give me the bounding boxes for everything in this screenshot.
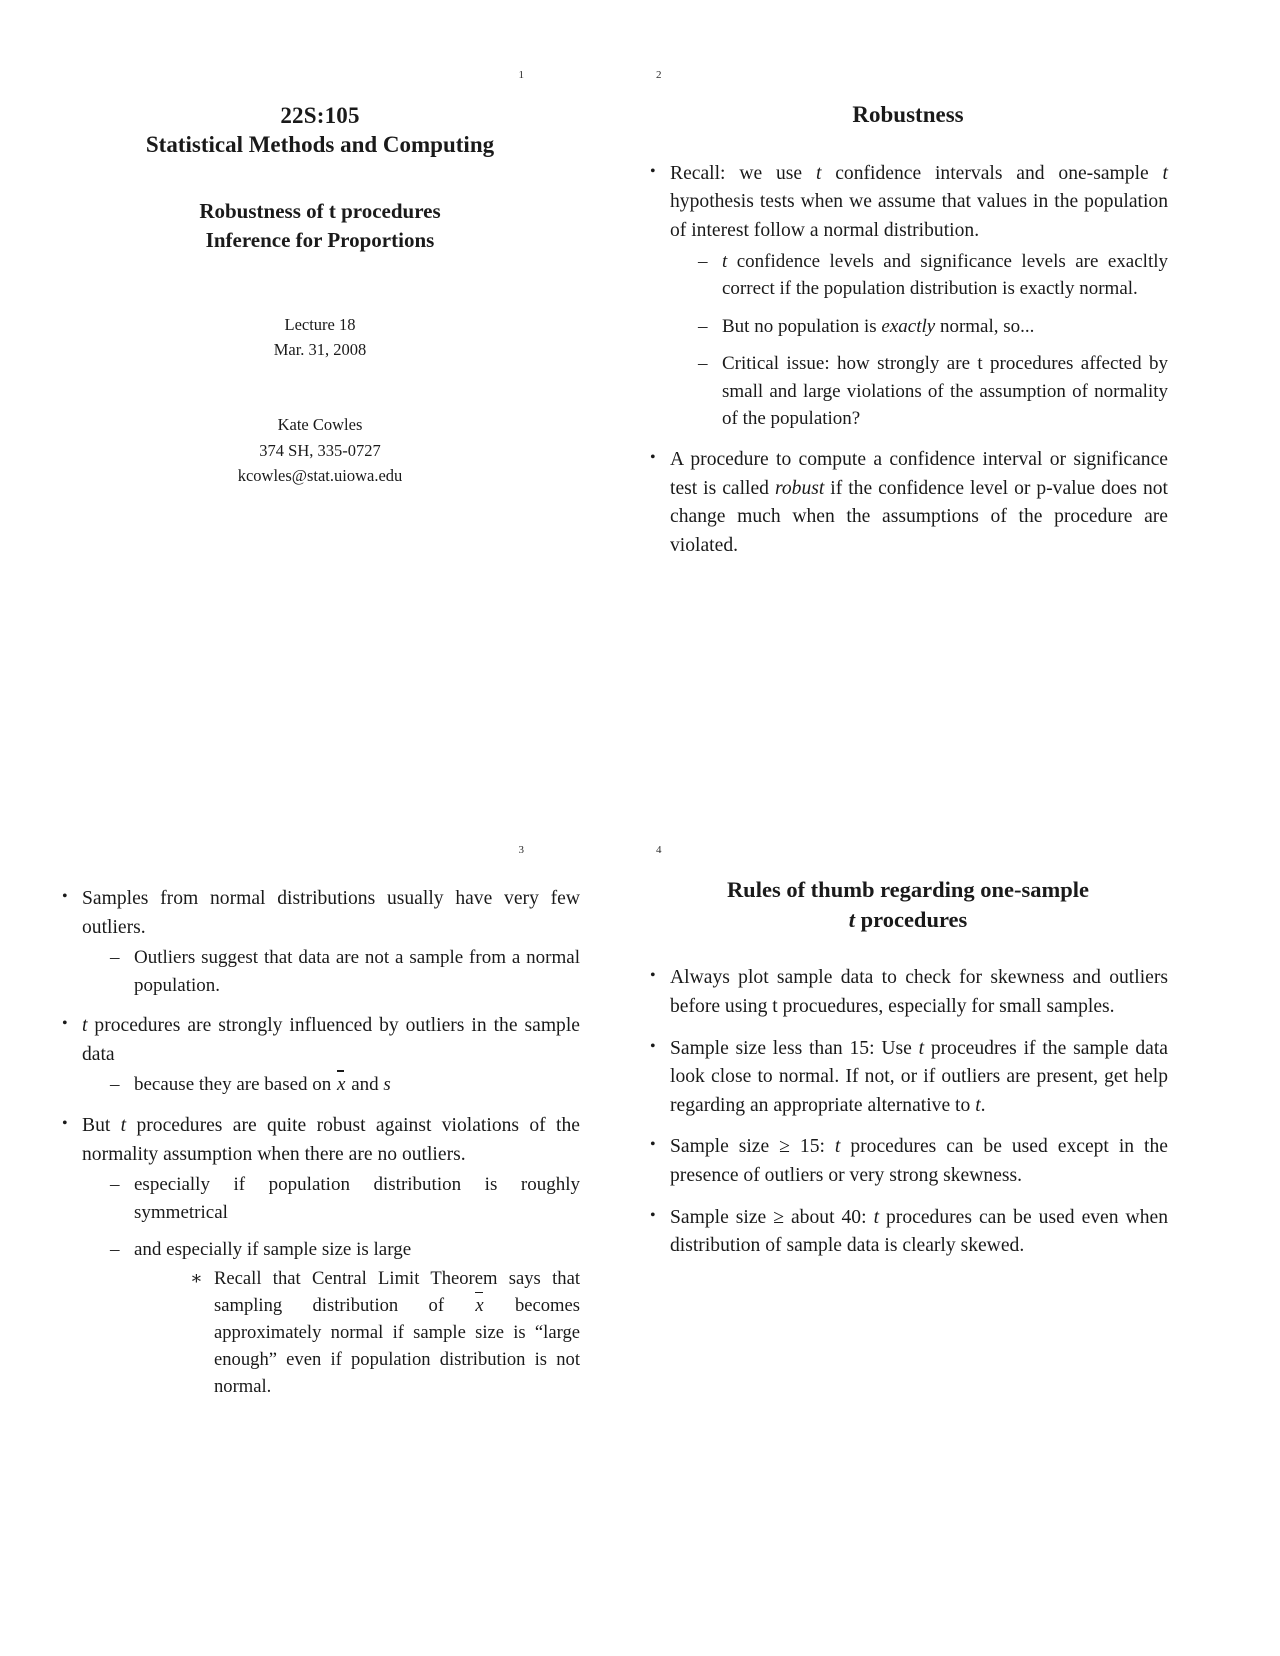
bullet-marker-icon: – <box>698 315 708 337</box>
lecture-date: Mar. 31, 2008 <box>273 339 367 359</box>
bullet-item <box>648 1035 1168 1121</box>
title-block <box>60 102 580 159</box>
text-run: Critical issue: how strongly are t procedures affected by small and large violations of the assumption of normality of the population? <box>722 353 1168 430</box>
bullet-item <box>648 160 1168 433</box>
slide-4-rules-of-thumb <box>648 845 1168 1605</box>
bullet-marker-icon: – <box>110 1239 120 1261</box>
slide-3-body <box>60 885 580 1401</box>
text-run: becomes approximately normal if sample size is “large enough” even if population distribution is not normal. <box>214 1294 580 1397</box>
bullet-marker-icon: • <box>650 1206 656 1224</box>
bullet-text <box>82 1115 580 1165</box>
text-run: Always plot sample data to check for skewness and outliers before using t procuedures, especially for small samples. <box>670 967 1168 1017</box>
text-run: . <box>980 1094 986 1116</box>
bullet-marker-icon: • <box>650 162 656 180</box>
text-run: procedures can be used except in the presence of outliers or very strong skewness. <box>670 1136 1168 1186</box>
text-run: confidence levels and significance levels are exacltly correct if the population distribution is exactly normal. <box>722 250 1168 300</box>
bullet-marker-icon: • <box>650 967 656 985</box>
bullet-marker-icon: • <box>62 1015 68 1033</box>
bullet-item <box>110 1071 580 1099</box>
bullet-item <box>648 1204 1168 1261</box>
text-run: A procedure to compute a confidence interval or significance test is called <box>670 448 1168 499</box>
text-run: proceudres if the sample data look close to normal. If not, or if outliers are present, get help regarding an appropriate alternative to <box>670 1037 1168 1116</box>
page-number-3: 3 <box>518 844 524 856</box>
math-symbol: t <box>722 250 728 272</box>
heading-rest: procedures <box>854 906 968 932</box>
text-run: But <box>82 1115 121 1137</box>
bullet-text <box>134 947 580 996</box>
page-number-1: 1 <box>518 69 524 81</box>
bullet-item <box>190 1266 580 1401</box>
bullet-item <box>698 350 1168 433</box>
text-run: normal, so... <box>935 315 1035 337</box>
text-run: confidence intervals and one-sample <box>821 162 1163 184</box>
emphasized-text: robust <box>774 477 825 499</box>
bullet-list <box>648 964 1168 1260</box>
math-symbol: t <box>873 1206 880 1228</box>
bullet-text <box>670 1038 1168 1116</box>
math-t: t <box>848 906 855 932</box>
bullet-item <box>60 1112 580 1401</box>
text-run: Outliers suggest that data are not a sample from a normal population. <box>134 947 580 996</box>
course-code: 22S:105 <box>280 103 360 128</box>
sub-bullet-list <box>82 1071 580 1099</box>
slide-3-outliers <box>60 845 580 1605</box>
text-run: Samples from normal distributions usually have very few outliers. <box>82 888 580 938</box>
subtitle-line-2: Inference for Proportions <box>205 228 435 252</box>
bullet-marker-icon: ∗ <box>190 1267 203 1289</box>
bullet-text <box>134 1174 580 1223</box>
author-office: 374 SH, 335-0727 <box>259 440 381 460</box>
slide-1-title <box>60 70 580 810</box>
bullet-text <box>670 163 1168 241</box>
text-run: procedures can be used even when distribution of sample data is clearly skewed. <box>670 1206 1168 1257</box>
bullet-text <box>722 251 1168 300</box>
math-symbol: t <box>120 1115 127 1137</box>
bullet-marker-icon: – <box>110 947 120 969</box>
text-run: procedures are strongly influenced by outliers in the sample data <box>82 1015 580 1065</box>
bullet-text <box>214 1268 580 1397</box>
math-symbol: t <box>834 1136 841 1158</box>
slide-4-heading-line-1: Rules of thumb regarding one-sample <box>726 877 1090 902</box>
subtitle-line-1: Robustness of t procedures <box>199 199 441 224</box>
bullet-item <box>698 248 1168 303</box>
text-run: hypothesis tests when we assume that values in the population of interest follow a normal distribution. <box>670 191 1168 242</box>
bullet-marker-icon: – <box>698 250 708 272</box>
bullet-item <box>110 944 580 999</box>
bullet-item <box>60 885 580 999</box>
lecture-meta <box>60 313 580 363</box>
text-run: especially if population distribution is roughly symmetrical <box>134 1174 580 1223</box>
bullet-item <box>698 313 1168 341</box>
bullet-marker-icon: • <box>650 448 656 466</box>
x-bar-symbol: x <box>474 1293 484 1320</box>
bullet-item <box>648 964 1168 1021</box>
sub-bullet-list <box>134 1266 580 1401</box>
math-symbol: t <box>918 1037 925 1059</box>
math-symbol: s <box>383 1074 391 1096</box>
bullet-item <box>648 446 1168 560</box>
bullet-text <box>670 1207 1168 1257</box>
page-number-4: 4 <box>656 844 662 856</box>
slide-4-heading-line-2 <box>648 905 1168 935</box>
bullet-text <box>134 1074 391 1095</box>
bullet-marker-icon: • <box>62 1115 68 1133</box>
math-symbol: t <box>975 1094 981 1116</box>
lecture-number: Lecture 18 <box>284 314 356 334</box>
text-run: Sample size ≥ 15: <box>670 1136 835 1158</box>
bullet-list <box>60 885 580 1401</box>
bullet-item <box>110 1171 580 1226</box>
bullet-text <box>82 888 580 938</box>
slide-4-body <box>648 964 1168 1260</box>
text-run: procedures are quite robust against violations of the normality assumption when there are no outliers. <box>82 1115 580 1165</box>
bullet-marker-icon: • <box>62 888 68 905</box>
bullet-list <box>648 160 1168 560</box>
bullet-text <box>82 1015 580 1065</box>
text-run: Recall that Central Limit Theorem says that sampling distribution of <box>214 1267 580 1316</box>
text-run: because they are based on <box>134 1074 337 1096</box>
bullet-text <box>722 353 1168 429</box>
slide-2-heading: Robustness <box>852 102 964 127</box>
author-block <box>60 412 580 487</box>
sub-bullet-list <box>670 248 1168 433</box>
text-run: Sample size less than 15: Use <box>670 1037 919 1059</box>
slide-4-heading <box>648 875 1168 934</box>
author-email: kcowles@stat.uiowa.edu <box>237 465 403 485</box>
bullet-item <box>110 1236 580 1400</box>
math-symbol: t <box>1162 162 1168 184</box>
slide-2-robustness <box>648 70 1168 810</box>
bullet-item <box>648 1133 1168 1190</box>
text-run: Sample size ≥ about 40: <box>670 1206 874 1228</box>
lecture-subtitle <box>60 197 580 255</box>
slide-2-body <box>648 160 1168 560</box>
bullet-marker-icon: – <box>110 1074 120 1096</box>
bullet-item <box>60 1012 580 1099</box>
sub-bullet-list <box>82 944 580 999</box>
text-run: and especially if sample size is large <box>134 1239 412 1261</box>
text-run: if the confidence level or p-value does not change much when the assumptions of the procedure are violated. <box>670 477 1168 556</box>
math-symbol: t <box>82 1015 88 1037</box>
bullet-text <box>670 1136 1168 1186</box>
course-name: Statistical Methods and Computing <box>145 131 495 157</box>
text-run: Recall: we use <box>670 162 816 184</box>
bullet-text <box>670 967 1168 1017</box>
bullet-marker-icon: – <box>698 353 708 375</box>
bullet-marker-icon: – <box>110 1174 120 1196</box>
bullet-marker-icon: • <box>650 1136 656 1154</box>
bullet-marker-icon: • <box>650 1037 656 1055</box>
emphasized-text: exactly <box>881 315 936 337</box>
page-number-2: 2 <box>656 69 662 81</box>
bullet-text <box>670 449 1168 556</box>
x-bar-symbol: x <box>336 1071 346 1099</box>
bullet-text <box>134 1239 411 1260</box>
math-symbol: t <box>815 162 822 184</box>
text-run: But no population is <box>722 315 882 337</box>
author-name: Kate Cowles <box>277 415 363 435</box>
bullet-text <box>722 316 1034 337</box>
text-run: and <box>346 1074 384 1096</box>
sub-bullet-list <box>82 1171 580 1400</box>
